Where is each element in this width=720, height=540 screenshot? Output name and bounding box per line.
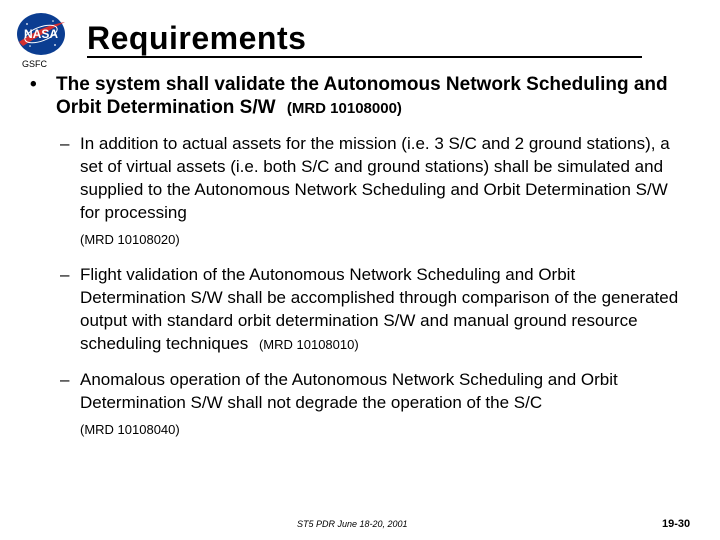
main-bullet-mrd: (MRD 10108000) bbox=[286, 100, 402, 117]
page-number: 19-30 bbox=[662, 518, 691, 530]
sub-bullet-mrd: (MRD 10108020) bbox=[80, 232, 180, 247]
sub-bullet bbox=[30, 132, 680, 251]
title-underline bbox=[87, 56, 642, 58]
content-area bbox=[30, 73, 680, 441]
sub-bullet-mrd: (MRD 10108010) bbox=[258, 337, 359, 352]
org-label: GSFC bbox=[22, 59, 48, 69]
nasa-logo-text: NASA bbox=[23, 27, 59, 41]
dash-icon: – bbox=[60, 265, 70, 284]
page-title: Requirements bbox=[87, 20, 307, 56]
sub-bullet bbox=[30, 368, 680, 441]
footer-event: ST5 PDR June 18-20, 2001 bbox=[297, 519, 408, 529]
bullet-dot-icon: • bbox=[30, 74, 37, 95]
main-bullet bbox=[30, 73, 680, 120]
dash-icon: – bbox=[60, 134, 70, 153]
sub-bullet-text: Flight validation of the Autonomous Network Scheduling and Orbit Determination S/W shall be accomplished through comparison of the generated output with standard orbit determination S/W and manual ground resource scheduling techniques bbox=[80, 265, 679, 353]
sub-bullet bbox=[30, 263, 680, 356]
main-bullet-text: The system shall validate the Autonomous Network Scheduling and Orbit Determination S/W bbox=[56, 74, 668, 118]
sub-bullet-text: Anomalous operation of the Autonomous Network Scheduling and Orbit Determination S/W shall not degrade the operation of the S/C bbox=[80, 370, 618, 412]
sub-bullet-mrd: (MRD 10108040) bbox=[80, 422, 180, 437]
dash-icon: – bbox=[60, 370, 70, 389]
sub-bullet-text: In addition to actual assets for the mission (i.e. 3 S/C and 2 ground stations), a set of virtual assets (i.e. both S/C and ground stations) shall be simulated and supplied to the Autonomous Network Scheduling and Orbit Determination S/W for processing bbox=[80, 134, 670, 222]
nasa-logo bbox=[15, 12, 67, 56]
